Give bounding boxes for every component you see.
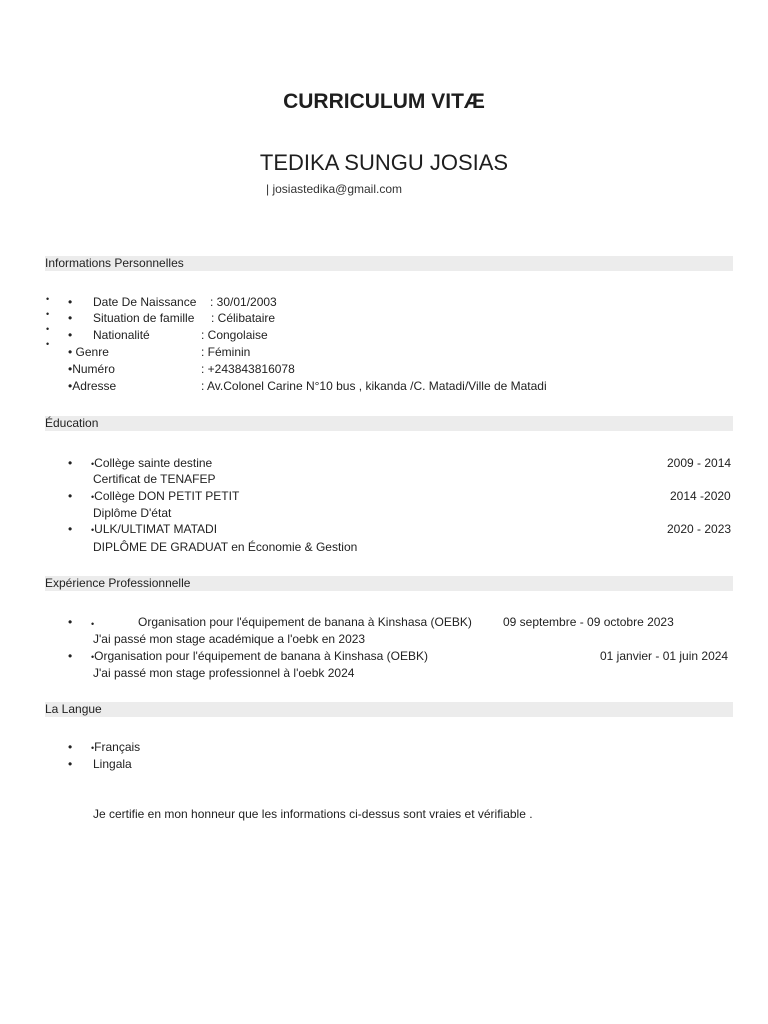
personal-label-birthdate: Date De Naissance bbox=[93, 295, 197, 309]
education-years: 2014 -2020 bbox=[670, 489, 731, 503]
section-heading-education bbox=[45, 416, 733, 431]
experience-org: •Organisation pour l'équipement de banana à Kinshasa (OEBK) bbox=[91, 649, 428, 663]
education-years: 2009 - 2014 bbox=[667, 456, 732, 470]
bullet-icon: • bbox=[68, 757, 73, 771]
experience-org: Organisation pour l'équipement de banana à Kinshasa (OEBK) bbox=[138, 615, 472, 629]
experience-dates: 09 septembre - 09 octobre 2023 bbox=[503, 615, 674, 629]
bullet-icon: • bbox=[46, 324, 50, 334]
bullet-icon: • bbox=[68, 328, 73, 342]
bullet-icon: • bbox=[68, 522, 73, 536]
personal-value-family: : Célibataire bbox=[211, 311, 276, 325]
education-detail: DIPLÔME DE GRADUAT en Économie & Gestion bbox=[93, 540, 358, 554]
section-heading-label: Expérience Professionnelle bbox=[45, 576, 191, 590]
education-school: •Collège DON PETIT PETIT bbox=[91, 489, 240, 503]
bullet-icon: • bbox=[68, 649, 73, 663]
bullet-icon: • bbox=[68, 489, 73, 503]
certification-statement: Je certifie en mon honneur que les informations ci-dessus sont vraies et vérifiable . bbox=[93, 807, 533, 821]
document-title: CURRICULUM VITÆ bbox=[283, 90, 485, 113]
personal-value-birthdate: : 30/01/2003 bbox=[210, 295, 277, 309]
language-item: •Français bbox=[91, 740, 141, 754]
candidate-email: | josiastedika@gmail.com bbox=[266, 182, 403, 196]
section-heading-label: La Langue bbox=[45, 702, 102, 716]
bullet-icon: • bbox=[68, 740, 73, 754]
candidate-name: TEDIKA SUNGU JOSIAS bbox=[259, 150, 509, 175]
personal-value-nationality: : Congolaise bbox=[201, 328, 268, 342]
bullet-icon: • bbox=[68, 311, 73, 325]
bullet-icon: • bbox=[46, 294, 50, 304]
experience-detail: J'ai passé mon stage professionnel à l'oebk 2024 bbox=[93, 666, 355, 680]
bullet-icon: • bbox=[68, 295, 73, 309]
personal-value-phone: : +243843816078 bbox=[201, 362, 295, 376]
bullet-icon: • bbox=[68, 615, 73, 629]
section-heading-languages bbox=[45, 702, 733, 717]
bullet-icon: • bbox=[68, 456, 73, 470]
section-heading-label: Informations Personnelles bbox=[45, 256, 184, 270]
education-detail: Diplôme D'état bbox=[93, 506, 172, 520]
bullet-icon: • bbox=[46, 309, 50, 319]
education-school: •ULK/ULTIMAT MATADI bbox=[91, 522, 218, 536]
personal-label-phone: •Numéro bbox=[68, 362, 115, 376]
personal-label-gender: • Genre bbox=[68, 345, 109, 359]
section-heading-personal bbox=[45, 256, 733, 271]
personal-label-family: Situation de famille bbox=[93, 311, 195, 325]
section-heading-label: Éducation bbox=[45, 416, 99, 430]
experience-detail: J'ai passé mon stage académique a l'oebk en 2023 bbox=[93, 632, 366, 646]
personal-label-address: •Adresse bbox=[68, 379, 117, 393]
education-detail: Certificat de TENAFEP bbox=[93, 472, 216, 486]
language-item: Lingala bbox=[93, 757, 132, 771]
experience-dates: 01 janvier - 01 juin 2024 bbox=[600, 649, 729, 663]
education-years: 2020 - 2023 bbox=[667, 522, 732, 536]
bullet-icon: • bbox=[91, 619, 95, 629]
personal-value-gender: : Féminin bbox=[201, 345, 251, 359]
bullet-icon: • bbox=[46, 339, 50, 349]
personal-label-nationality: Nationalité bbox=[93, 328, 150, 342]
personal-value-address: : Av.Colonel Carine N°10 bus , kikanda /C. Matadi/Ville de Matadi bbox=[201, 379, 547, 393]
section-heading-experience bbox=[45, 576, 733, 591]
education-school: •Collège sainte destine bbox=[91, 456, 213, 470]
